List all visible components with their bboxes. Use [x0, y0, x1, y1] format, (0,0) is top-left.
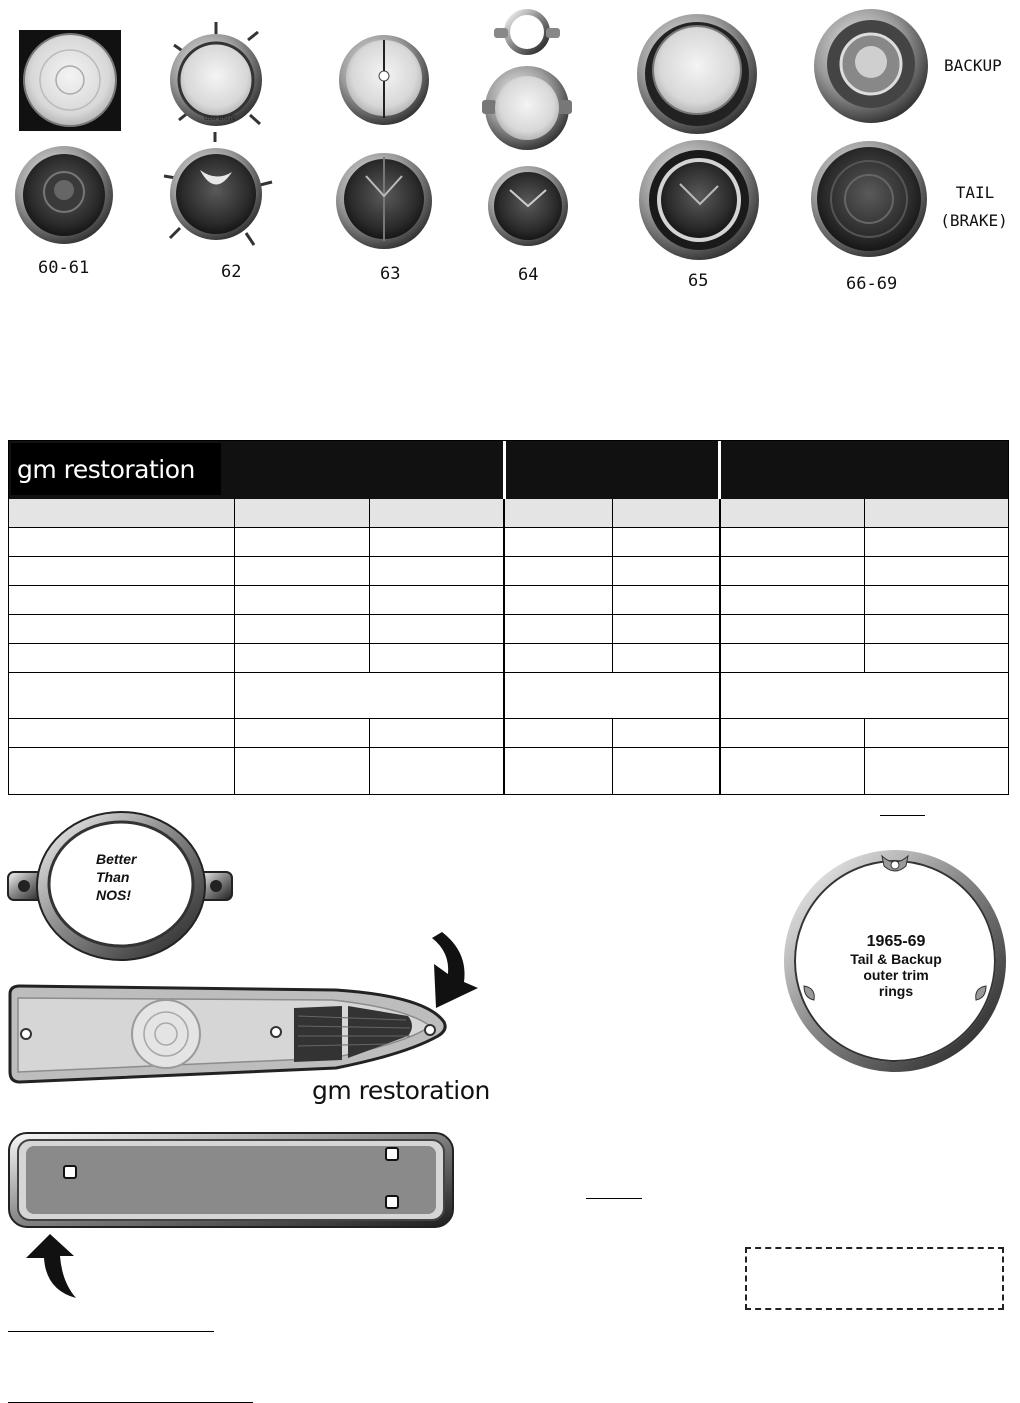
year-label-62: 62 [221, 262, 242, 282]
lamp-60-61-backup [19, 30, 121, 131]
rectangular-lens-photo [6, 1130, 456, 1230]
year-label-64: 64 [518, 265, 539, 285]
lamp-62-tail [164, 132, 272, 245]
better-than-nos-callout: Better Than NOS! [96, 851, 137, 903]
year-label-60-61: 60-61 [38, 258, 90, 278]
underline-rule [8, 1331, 214, 1332]
year-label-65: 65 [688, 271, 709, 291]
table-brand-logo: gm restoration [17, 455, 195, 484]
table-brand-box [11, 443, 221, 495]
lamp-photo-strip [0, 0, 1020, 300]
underline-rule [586, 1198, 642, 1199]
lamp-62-backup [170, 22, 262, 126]
year-label-63: 63 [380, 264, 401, 284]
year-label-66-69: 66-69 [846, 274, 898, 294]
lamp-64-ring [494, 12, 560, 52]
lamp-63-tail [336, 153, 432, 249]
dashed-box [745, 1247, 1004, 1310]
arrow-up-icon [22, 1232, 82, 1302]
trim-ring-caption: 1965-69 Tail & Backup outer trim rings [850, 933, 942, 999]
lamp-63-backup [339, 35, 429, 125]
lamp-65-tail [639, 140, 759, 260]
lamp-66-69-tail [811, 141, 927, 257]
underline-rule [880, 815, 925, 816]
lamp-64-backup [482, 66, 572, 150]
lamp-66-69-backup [814, 9, 928, 123]
lamp-64-tail [488, 166, 568, 246]
lamp-60-61-tail [15, 146, 113, 244]
table-subheader [9, 499, 1008, 528]
lens-brand-logo: gm restoration [312, 1076, 490, 1105]
lamp-65-backup [637, 14, 757, 134]
tail-lens-photo [6, 982, 450, 1086]
spec-table [8, 440, 1009, 795]
brake-label: (BRAKE) [940, 211, 1008, 230]
backup-label: BACKUP [944, 56, 1002, 75]
tail-label: TAIL [955, 183, 995, 202]
lens-mark: GLO BRITE [204, 115, 236, 122]
